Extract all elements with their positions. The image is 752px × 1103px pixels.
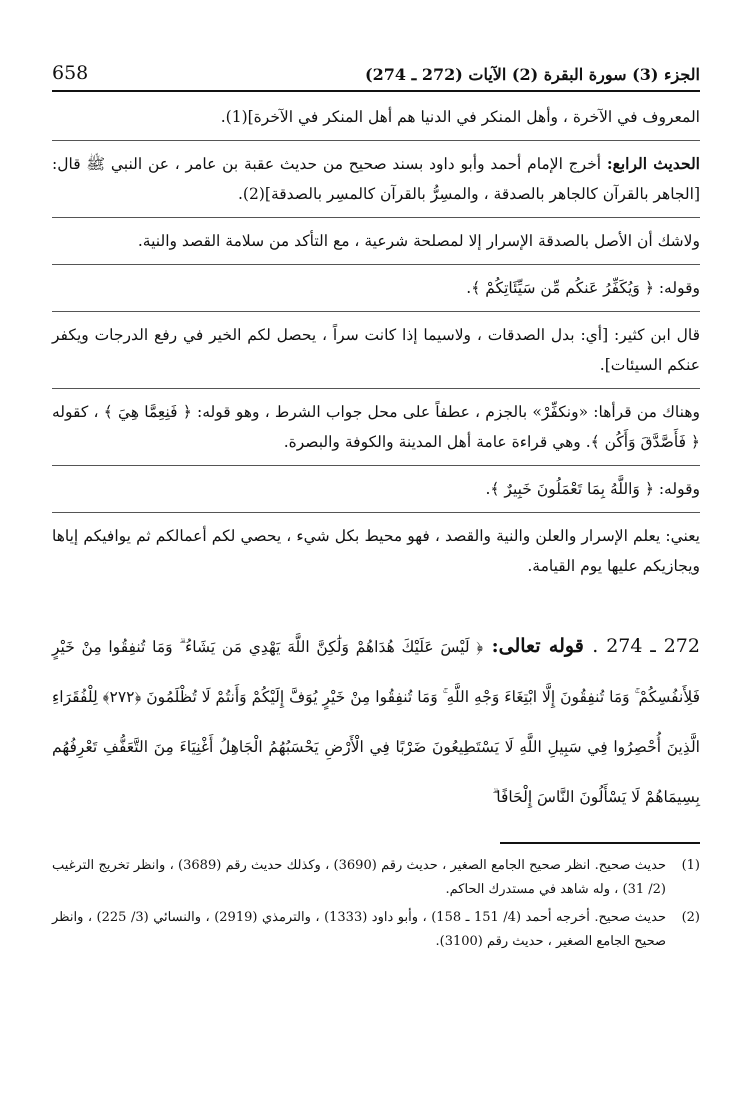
divider <box>52 140 700 141</box>
footnote <box>52 854 700 902</box>
footnote-text: حديث صحيح. انظر صحيح الجامع الصغير ، حديث رقم (3690) ، وكذلك حديث رقم (3689) ، وانظر تخريج الترغيب (2/ 31) ، وله شاهد في مستدرك الحاكم. <box>52 858 666 897</box>
book-page <box>52 48 700 958</box>
verse-text: ﴿ لَيْسَ عَلَيْكَ هُدَاهُمْ وَلَٰكِنَّ اللَّهَ يَهْدِي مَن يَشَاءُ ۗ وَمَا تُنفِقُوا مِنْ خَيْرٍ فَلِأَنفُسِكُمْ ۚ وَمَا تُنفِقُونَ إِلَّا ابْتِغَاءَ وَجْهِ اللَّهِ ۚ وَمَا تُنفِقُوا مِنْ خَيْرٍ يُوَفَّ إِلَيْكُمْ وَأَنتُمْ لَا تُظْلَمُونَ ﴿٢٧٢﴾ لِلْفُقَرَاءِ الَّذِينَ أُحْصِرُوا فِي سَبِيلِ اللَّهِ لَا يَسْتَطِيعُونَ ضَرْبًا فِي الْأَرْضِ يَحْسَبُهُمُ الْجَاهِلُ أَغْنِيَاءَ مِنَ التَّعَفُّفِ تَعْرِفُهُم بِسِيمَاهُمْ لَا يَسْأَلُونَ النَّاسَ إِلْحَافًا ۗ <box>52 638 700 806</box>
paragraph-8: يعني: يعلم الإسرار والعلن والنية والقصد ، فهو محيط بكل شيء ، يحصي لكم أعمالكم ثم يوافيكم إياها ويجازيكم عليها يوم القيامة. <box>52 527 700 575</box>
footnote-rule <box>500 842 700 844</box>
paragraph-3: ولاشك أن الأصل بالصدقة الإسرار إلا لمصلحة شرعية ، مع التأكد من سلامة القصد والنية. <box>137 232 700 250</box>
footnote-text: حديث صحيح. أخرجه أحمد (4/ 151 ـ 158) ، وأبو داود (1333) ، والترمذي (2919) ، والنسائي (3/ 225) ، وانظر صحيح الجامع الصغير ، حديث رقم (3100). <box>52 910 666 949</box>
hadith-text: أخرج الإمام أحمد وأبو داود بسند صحيح من حديث عقبة بن عامر ، عن النبي ﷺ قال: [الجاهر بالقرآن كالجاهر بالصدقة ، والمسِرُّ بالقرآن كالمسِر بالصدقة](2). <box>52 155 700 203</box>
page-number: 658 <box>52 62 89 84</box>
footnote-number: (1) <box>681 858 700 873</box>
divider <box>52 388 700 389</box>
quran-quote: ﴿ فَنِعِمَّا هِيَ ﴾ <box>103 403 192 421</box>
divider <box>52 217 700 218</box>
verse-lead: قوله تعالى: <box>491 635 584 657</box>
divider <box>52 512 700 513</box>
divider <box>52 264 700 265</box>
page-header <box>52 48 700 92</box>
quran-quote: ﴿ وَيُكَفِّرُ عَنكُم مِّن سَيِّئَاتِكُمْ ﴾ <box>471 279 654 297</box>
running-title: الجزء (3) سورة البقرة (2) الآيات (272 ـ 274) <box>365 65 700 84</box>
divider <box>52 465 700 466</box>
footnote-number: (2) <box>681 910 700 925</box>
verses-block <box>52 621 700 821</box>
footnotes <box>52 854 700 954</box>
quran-quote: ﴿ فَأَصَّدَّقَ وَأَكُن ﴾ <box>590 433 700 451</box>
paragraph-6: وهناك من قرأها: «ونكفِّرْ» بالجزم ، عطفاً على محل جواب الشرط ، وهو قوله: ﴿ فَنِعِمَّا هِيَ ﴾ ، كقوله ﴿ فَأَصَّدَّقَ وَأَكُن ﴾. وهي قراءة عامة أهل المدينة والكوفة والبصرة. <box>52 403 700 451</box>
paragraph-4: وقوله: ﴿ وَيُكَفِّرُ عَنكُم مِّن سَيِّئَاتِكُمْ ﴾. <box>466 279 700 297</box>
quote-intro: وقوله: <box>653 279 700 297</box>
footnote <box>52 906 700 954</box>
verse-numbers: 272 ـ 274 . <box>592 635 700 657</box>
paragraph-5: قال ابن كثير: [أي: بدل الصدقات ، ولاسيما إذا كانت سراً ، يحصل لكم الخير في رفع الدرجات ويكفر عنكم السيئات]. <box>52 326 700 374</box>
paragraph-1: المعروف في الآخرة ، وأهل المنكر في الدنيا هم أهل المنكر في الآخرة](1). <box>220 108 700 126</box>
paragraph-7: وقوله: ﴿ وَاللَّهُ بِمَا تَعْمَلُونَ خَبِيرٌ ﴾. <box>485 480 700 498</box>
main-text <box>52 102 700 581</box>
quran-quote: ﴿ وَاللَّهُ بِمَا تَعْمَلُونَ خَبِيرٌ ﴾ <box>490 480 654 498</box>
hadith-label: الحديث الرابع: <box>606 154 700 173</box>
divider <box>52 311 700 312</box>
paragraph-hadith-four <box>52 149 700 209</box>
